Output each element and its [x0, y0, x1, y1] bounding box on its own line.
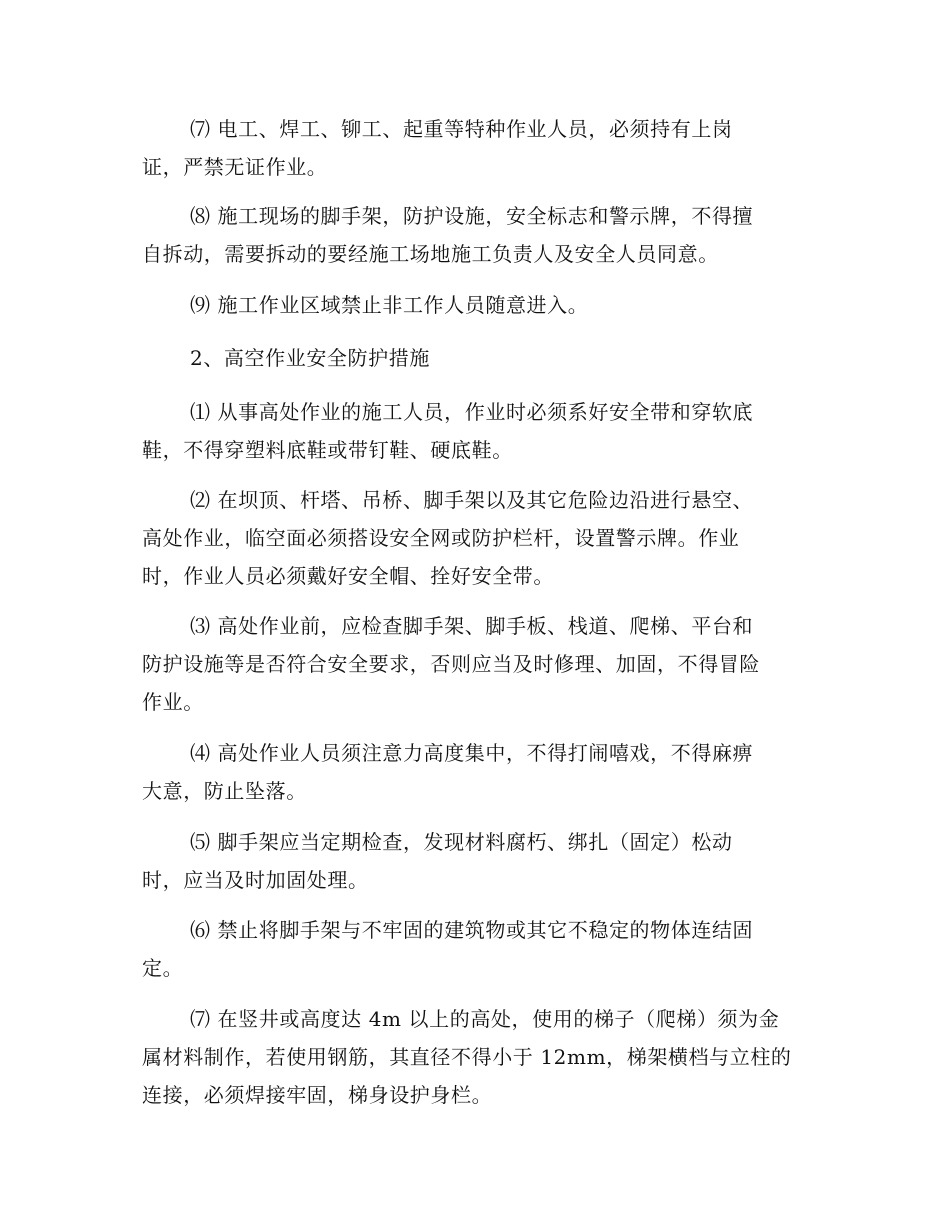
- text-line: ⑶ 高处作业前，应检查脚手架、脚手板、栈道、爬梯、平台和: [190, 614, 754, 638]
- heading-text: 2、高空作业安全防护措施: [190, 346, 430, 370]
- text-line: 连接，必须焊接牢固，梯身设护身栏。: [142, 1083, 493, 1107]
- text-line: ⑼ 施工作业区域禁止非工作人员随意进入。: [190, 293, 589, 317]
- text-line: 大意，防止坠落。: [142, 779, 307, 803]
- text-line: ⑻ 施工现场的脚手架，防护设施，安全标志和警示牌，不得擅: [190, 204, 754, 228]
- text-line: ⑹ 禁止将脚手架与不牢固的建筑物或其它不稳定的物体连结固: [190, 918, 754, 942]
- paragraph-special-workers: [142, 110, 802, 186]
- text-line: ⑺ 电工、焊工、铆工、起重等特种作业人员，必须持有上岗: [190, 117, 733, 141]
- text-line: 证，严禁无证作业。: [142, 155, 328, 179]
- text-line: ⑷ 高处作业人员须注意力高度集中，不得打闹嘻戏，不得麻痹: [190, 741, 754, 765]
- paragraph-edge-work: [142, 481, 802, 595]
- paragraph-restricted-area: [142, 286, 802, 324]
- text-line: 时，应当及时加固处理。: [142, 868, 369, 892]
- text-line: 防护设施等是否符合安全要求，否则应当及时修理、加固，不得冒险: [142, 652, 760, 676]
- text-line: 属材料制作，若使用钢筋，其直径不得小于 12mm，梯架横档与立柱的: [142, 1045, 792, 1069]
- text-line: 高处作业，临空面必须搭设安全网或防护栏杆，设置警示牌。作业: [142, 526, 740, 550]
- text-line: ⑸ 脚手架应当定期检查，发现材料腐朽、绑扎（固定）松动: [190, 830, 733, 854]
- paragraph-attention: [142, 734, 802, 810]
- section-heading: [142, 339, 802, 377]
- text-line: 定。: [142, 956, 184, 980]
- paragraph-scaffold-inspection: [142, 823, 802, 899]
- paragraph-safety-belt: [142, 393, 802, 469]
- text-line: ⑴ 从事高处作业的施工人员，作业时必须系好安全带和穿软底: [190, 400, 754, 424]
- paragraph-ladder: [142, 1000, 802, 1114]
- text-line: 作业。: [142, 690, 204, 714]
- text-line: ⑺ 在竖井或高度达 4m 以上的高处，使用的梯子（爬梯）须为金: [190, 1007, 780, 1031]
- text-line: ⑵ 在坝顶、杆塔、吊桥、脚手架以及其它危险边沿进行悬空、: [190, 488, 754, 512]
- paragraph-pre-check: [142, 607, 802, 721]
- text-line: 自拆动，需要拆动的要经施工场地施工负责人及安全人员同意。: [142, 242, 719, 266]
- paragraph-unstable-connection: [142, 911, 802, 987]
- text-line: 时，作业人员必须戴好安全帽、拴好安全带。: [142, 564, 554, 588]
- text-line: 鞋，不得穿塑料底鞋或带钉鞋、硬底鞋。: [142, 438, 513, 462]
- paragraph-scaffold-facilities: [142, 197, 802, 273]
